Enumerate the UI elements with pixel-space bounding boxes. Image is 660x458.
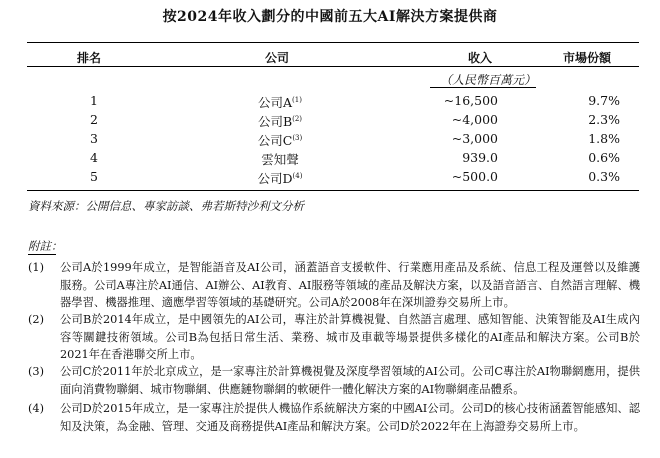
table-row [0,112,660,130]
company-name: 公司B [257,114,293,129]
share-cell: 2.3% [588,112,620,127]
table-row [0,169,660,187]
rank-cell: 5 [90,169,98,184]
footnote-mark: (1) [292,96,302,104]
share-cell: 0.6% [588,150,620,165]
share-cell: 9.7% [588,93,620,108]
company-cell [235,112,325,130]
table-bottom-rule [27,190,639,191]
table-row [0,93,660,111]
company-cell [235,93,325,111]
footnote-text: 公司A於1999年成立，是智能語音及AI公司，涵蓋語音支援軟件、行業應用產品及系統、信息工程及運營以及維護服務。公司A專注於AI通信、AI辦公、AI教育、AI服務等領域的產品及解決方案，以及語音語言、自然語言理解、機器學習、機器推理、適應學習等領域的基礎研究。公司A於2008年在深圳證券交易所上市。 [60,261,640,309]
revenue-cell: 939.0 [462,150,498,165]
company-cell [235,131,325,149]
rank-cell: 2 [90,112,98,127]
source-note: 資料來源：公開信息、專家訪談、弗若斯特沙利文分析 [28,199,304,213]
footnote [28,363,640,398]
notes-title: 附註： [28,239,63,253]
unit-underline [430,87,536,88]
footnote-mark: (3) [292,134,303,142]
footnote [28,400,640,435]
revenue-cell: ~16,500 [443,93,498,108]
footnote-text: 公司B於2014年成立，是中國領先的AI公司，專注於計算機視覺、自然語言處理、感知智能、決策智能及AI生成內容等關鍵技術領域。公司B為包括日常生活、業務、城市及車載等場景提供多樣化的AI產品和解決方案。公司B於2021年在香港聯交所上市。 [60,313,640,361]
company-cell [235,150,325,168]
header-share: 市場份額 [563,51,612,65]
header-company: 公司 [265,51,290,65]
company-name: 雲知聲 [261,152,299,167]
footnote-number: (2) [28,313,45,326]
revenue-cell: ~3,000 [451,131,498,146]
rank-cell: 3 [90,131,98,146]
header-rule [27,66,639,67]
company-name: 公司C [257,133,293,148]
footnote-number: (4) [28,402,45,415]
revenue-cell: ~500.0 [451,169,498,184]
footnote-number: (1) [28,261,45,274]
company-name: 公司D [257,171,293,186]
table-row [0,131,660,149]
page-title: 按2024年收入劃分的中國前五大AI解決方案提供商 [162,9,498,25]
company-cell [235,169,325,187]
company-name: 公司A [258,95,293,110]
table-row [0,150,660,168]
footnote-text: 公司C於2011年於北京成立，是一家專注於計算機視覺及深度學習領域的AI公司。公司C專注於AI物聯網應用，提供面向消費物聯網、城市物聯網、供應鏈物聯網的軟硬件一體化解決方案的AI物聯網產品體系。 [60,365,640,396]
share-cell: 1.8% [588,131,620,146]
footnote-number: (3) [28,365,45,378]
footnote-mark: (2) [292,115,303,123]
rank-cell: 4 [90,150,98,165]
notes-rule [28,254,56,255]
header-rank: 排名 [77,51,102,65]
revenue-cell: ~4,000 [451,112,498,127]
footnote-mark: (4) [292,172,303,180]
footnote [28,311,640,364]
header-revenue: 收入 [468,51,493,65]
table-top-rule [27,42,639,43]
footnote-text: 公司D於2015年成立，是一家專注於提供人機協作系統解決方案的中國AI公司。公司D的核心技術涵蓋智能感知、認知及決策，為金融、管理、交通及商務提供AI產品和解決方案。公司D於2022年在上海證券交易所上市。 [60,402,640,433]
share-cell: 0.3% [588,169,620,184]
revenue-unit: （人民幣百萬元） [440,73,537,87]
footnote [28,259,640,312]
rank-cell: 1 [90,93,98,108]
